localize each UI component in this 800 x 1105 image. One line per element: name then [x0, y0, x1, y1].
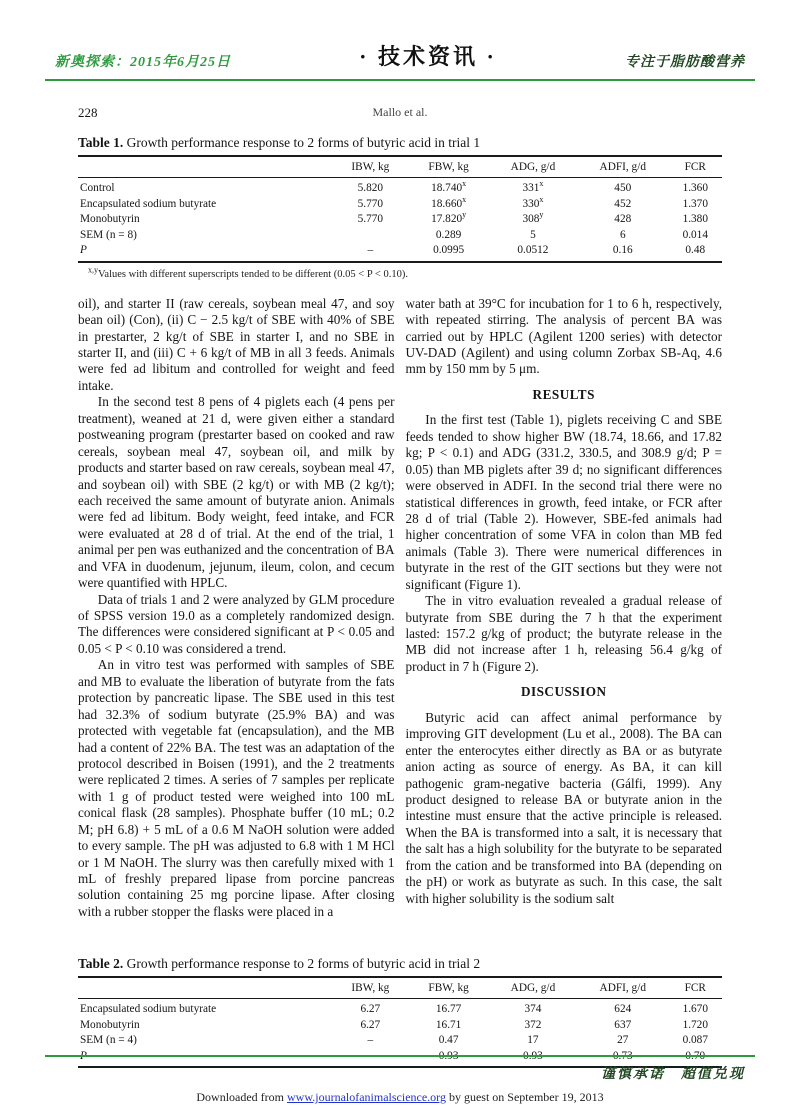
- column-header: FCR: [669, 977, 722, 999]
- table-1-label: Table 1.: [78, 135, 124, 150]
- table-cell: 1.380: [682, 213, 708, 226]
- row-label: Monobutyrin: [80, 213, 140, 226]
- table-cell: 6: [619, 228, 626, 241]
- download-footer-post: by guest on September 19, 2013: [445, 1089, 604, 1104]
- table-cell: 1.720: [682, 1018, 708, 1031]
- table-cell: 0.70: [685, 1049, 706, 1062]
- row-label: Encapsulated sodium butyrate: [80, 197, 217, 210]
- table-row: [78, 1033, 722, 1048]
- download-footer-pre: Downloaded from: [196, 1089, 288, 1104]
- table-cell: 1.670: [682, 1003, 708, 1016]
- table-cell: 0.289: [435, 228, 462, 241]
- table-1-caption: [78, 135, 722, 151]
- table-cell: 16.71: [435, 1018, 462, 1031]
- row-label: P: [80, 1049, 87, 1062]
- table-1-footnote: $^{x,y}$Values with different superscripts tended to be different (0.05 < P < 0.10).: [88, 265, 408, 280]
- table-cell: 624: [614, 1003, 632, 1016]
- table-cell: 331$^x$: [522, 179, 544, 195]
- row-label: SEM (n = 8): [80, 228, 137, 241]
- journal-link[interactable]: www.journalofanimalscience.org: [287, 1089, 446, 1104]
- table-cell: 0.087: [682, 1034, 708, 1047]
- column-header: ADG, g/d: [489, 156, 577, 178]
- table-cell: 5: [530, 228, 536, 241]
- table-cell: 17: [527, 1034, 539, 1047]
- table-cell: 330$^x$: [522, 195, 544, 210]
- table-cell: 637: [614, 1018, 632, 1031]
- table-cell: 372: [524, 1018, 542, 1031]
- table-cell: 27: [617, 1034, 629, 1047]
- column-header: ADFI, g/d: [577, 977, 669, 999]
- bottom-banner: [45, 1055, 755, 1083]
- banner-slogan-text: 专注于脂肪酸营养: [625, 55, 745, 70]
- table-cell: 0.93: [438, 1049, 459, 1062]
- table-cell: 0.014: [682, 228, 708, 241]
- table-cell: 452: [614, 197, 632, 210]
- row-label: Encapsulated sodium butyrate: [80, 1003, 217, 1016]
- table-cell: 6.27: [360, 1018, 381, 1031]
- row-label: SEM (n = 4): [80, 1034, 137, 1047]
- table-1-title: Growth performance response to 2 forms of butyric acid in trial 1: [123, 135, 481, 150]
- banner-date-text: 新奥探索：2015年6月25日: [55, 55, 231, 70]
- column-header: FCR: [669, 156, 722, 178]
- paragraph: The in vitro evaluation revealed a gradual release of butyrate from SBE during the 7 h that the experiment lasted: 157.2 g/kg of product; the butyrate release in the MB did not increase after 1 h, releasing 56.4 g/kg of product in 7 h (Figure 2).: [405, 593, 722, 674]
- table-cell: 0.73: [612, 1049, 633, 1062]
- table-cell: 428: [614, 213, 632, 226]
- table-cell: 5.770: [357, 213, 384, 226]
- table-row: [78, 1017, 722, 1032]
- column-header: FBW, kg: [408, 156, 489, 178]
- table-2-title: Growth performance response to 2 forms of butyric acid in trial 2: [123, 955, 481, 971]
- column-header: [78, 977, 332, 999]
- section-heading: RESULTS: [532, 386, 595, 402]
- bottom-divider: [45, 1055, 755, 1057]
- table-row: [78, 196, 722, 211]
- table-cell: 16.77: [435, 1003, 462, 1016]
- table-cell: 5.770: [357, 197, 384, 210]
- paragraph: oil), and starter II (raw cereals, soybean meal 47, and soy bean oil) (Con), (ii) C − 2.5 kg/t of SBE with 40% of SBE in prestarter, 2 kg/t of SBE in starter I, and no SBE in starter II, and (iii) C + 6 kg/t of MB in all 3 feeds. Animals were fed ad libitum and controlled for weight and feed intake.: [78, 295, 395, 393]
- article-page: [78, 105, 722, 1105]
- section-heading: DISCUSSION: [520, 684, 607, 700]
- table-1-header-row: [78, 156, 722, 178]
- right-column: [406, 296, 723, 942]
- table-cell: 1.360: [682, 182, 708, 195]
- table-cell: [332, 227, 408, 242]
- table-2-caption: [78, 956, 722, 972]
- table-cell: 5.820: [357, 182, 384, 195]
- column-header: IBW, kg: [332, 156, 408, 178]
- table-cell: 308$^y$: [522, 210, 544, 226]
- table-cell: 0.16: [612, 244, 633, 257]
- table-1: [78, 155, 722, 263]
- paragraph: In the second test 8 pens of 4 piglets each (4 pens per treatment), weaned at 21 d, were given either a standard postweaning program (prestarter based on cooked and raw cereals, soybean meal 47, soybean oil, and milk by products and starter based on raw cereals, soybean meal 47, and soybean oil) with SBE (2 kg/t) or with MB (2 kg/t); each received the same amount of butyrate anion. Animals were fed ad libitum. Body weight, feed intake, and FCR were evaluated at 28 d of trial. At the end of the trial, 1 animal per pen was euthanized and the concentration of BA and VFA in duodenum, jejunum, ileum, colon, and cecum were quantified with HPLC.: [78, 394, 395, 591]
- table-2-label: Table 2.: [78, 955, 124, 971]
- paragraph: In the first test (Table 1), piglets receiving C and SBE feeds tended to show higher BW (18.74, 18.66, and 17.82 kg; P < 0.1) and ADG (331.2, 330.5, and 308.9 g/d; P = 0.05) than MB piglets after 39 d; no significant differences were observed in ADFI. In the second trial there were no statistical differences in growth, feed intake, or FCR after 28 d of trial (Table 2). However, SBE-fed animals had higher concentration of some VFA in colon than MB fed animals (Table 3). There were numerical differences in butyrate in the rest of the GIT sections but they were not significant (Figure 1).: [405, 412, 722, 592]
- row-label: Monobutyrin: [80, 1018, 140, 1031]
- table-cell: –: [367, 244, 374, 257]
- table-row: [78, 178, 722, 196]
- bottom-slogan-text: 谨慎承诺 超值兑现: [601, 1067, 745, 1082]
- paragraph: Data of trials 1 and 2 were analyzed by GLM procedure of SPSS version 19.0 as a completely randomized design. The differences were considered significant at P < 0.05 and 0.05 < P < 0.10 was considered a trend.: [78, 591, 395, 656]
- column-header: ADG, g/d: [489, 977, 577, 999]
- table-cell: 0.93: [523, 1049, 543, 1062]
- table-row: [78, 999, 722, 1017]
- table-cell: 0.0512: [517, 244, 549, 257]
- table-cell: 450: [614, 182, 632, 195]
- table-cell: 6.27: [360, 1003, 381, 1016]
- table-row: [78, 227, 722, 242]
- table-cell: 18.740$^x$: [431, 179, 467, 195]
- table-row: [78, 243, 722, 262]
- table-row: [78, 212, 722, 227]
- page-number: 228: [78, 105, 98, 120]
- paragraph: An in vitro test was performed with samples of SBE and MB to evaluate the liberation of butyrate from the fats protection by pancreatic lipase. The SBE used in this test had 32.3% of sodium butyrate (25.9% BA) and was protected with vegetable fat (encapsulation), and the MB had a content of 22% BA. The test was an adaptation of the protocol described in Boisen (1991), and the 2 treatments were replicated 2 times. A series of 7 samples per replicate with 1 g of product tested were weighed into 100 mL conical flask (28 samples). Phosphate buffer (10 mL; 0.2 M; pH 6.8) + 5 mL of a 0.6 M NaOH solution were added to every sample. The pH was adjusted to 6.8 with 1 M HCl or 1 M NaOH. The slurry was then carefully mixed with 1 mL of freshly prepared lipase from porcine pancreas solution containing 25 mg porcine lipase. After closing with a rubber stopper the flasks were placed in a: [78, 657, 395, 919]
- column-header: [78, 156, 332, 178]
- body-columns: [78, 296, 722, 942]
- column-header: FBW, kg: [408, 977, 489, 999]
- table-cell: 1.370: [682, 197, 708, 210]
- table-cell: 18.660$^x$: [431, 195, 467, 210]
- paragraph: water bath at 39°C for incubation for 1 to 6 h, respectively, with repeated stirring. The analysis of percent BA was carried out by HPLC (Agilent 1200 series) with detector UV-DAD (Agilent) and using column Zorbax SB-Aq, 4.6 mm by 150 mm by 5 μm.: [405, 295, 722, 377]
- row-label: Control: [80, 182, 115, 195]
- download-footer: [78, 1090, 722, 1105]
- banner-title: · 技术资讯 ·: [359, 44, 497, 69]
- left-column: [78, 296, 395, 942]
- table-cell: 0.47: [438, 1034, 459, 1047]
- table-cell: 17.820$^y$: [431, 210, 467, 226]
- table-2-header-row: [78, 977, 722, 999]
- running-head: Mallo et al.: [372, 105, 428, 119]
- table-cell: –: [367, 1034, 374, 1047]
- paragraph: Butyric acid can affect animal performance by improving GIT development (Lu et al., 2008). The BA can enter the enterocytes either directly as BA or as butyrate anion acting as source of energy. As BA, it can kill pathogenic gram-negative bacteria (Gálfi, 1999). Any product designed to release BA or butyrate anion in the intestine must ensure that the active principle is released. When the BA is transformed into a salt, it is necessary that the salt has a high solubility for the butyrate to be separated from the cation and be transformed into BA (depending on the pH) or work as butyrate as such. In this case, the salt with higher solubility is the sodium salt: [405, 709, 722, 906]
- column-header: IBW, kg: [332, 977, 408, 999]
- column-header: ADFI, g/d: [577, 156, 669, 178]
- table-cell: 374: [524, 1003, 542, 1016]
- row-label: P: [80, 244, 87, 257]
- table-cell: –: [367, 1049, 374, 1062]
- table-cell: 0.48: [685, 244, 706, 257]
- top-banner: [45, 0, 755, 81]
- page-header: [78, 105, 722, 123]
- table-cell: 0.0995: [433, 244, 465, 257]
